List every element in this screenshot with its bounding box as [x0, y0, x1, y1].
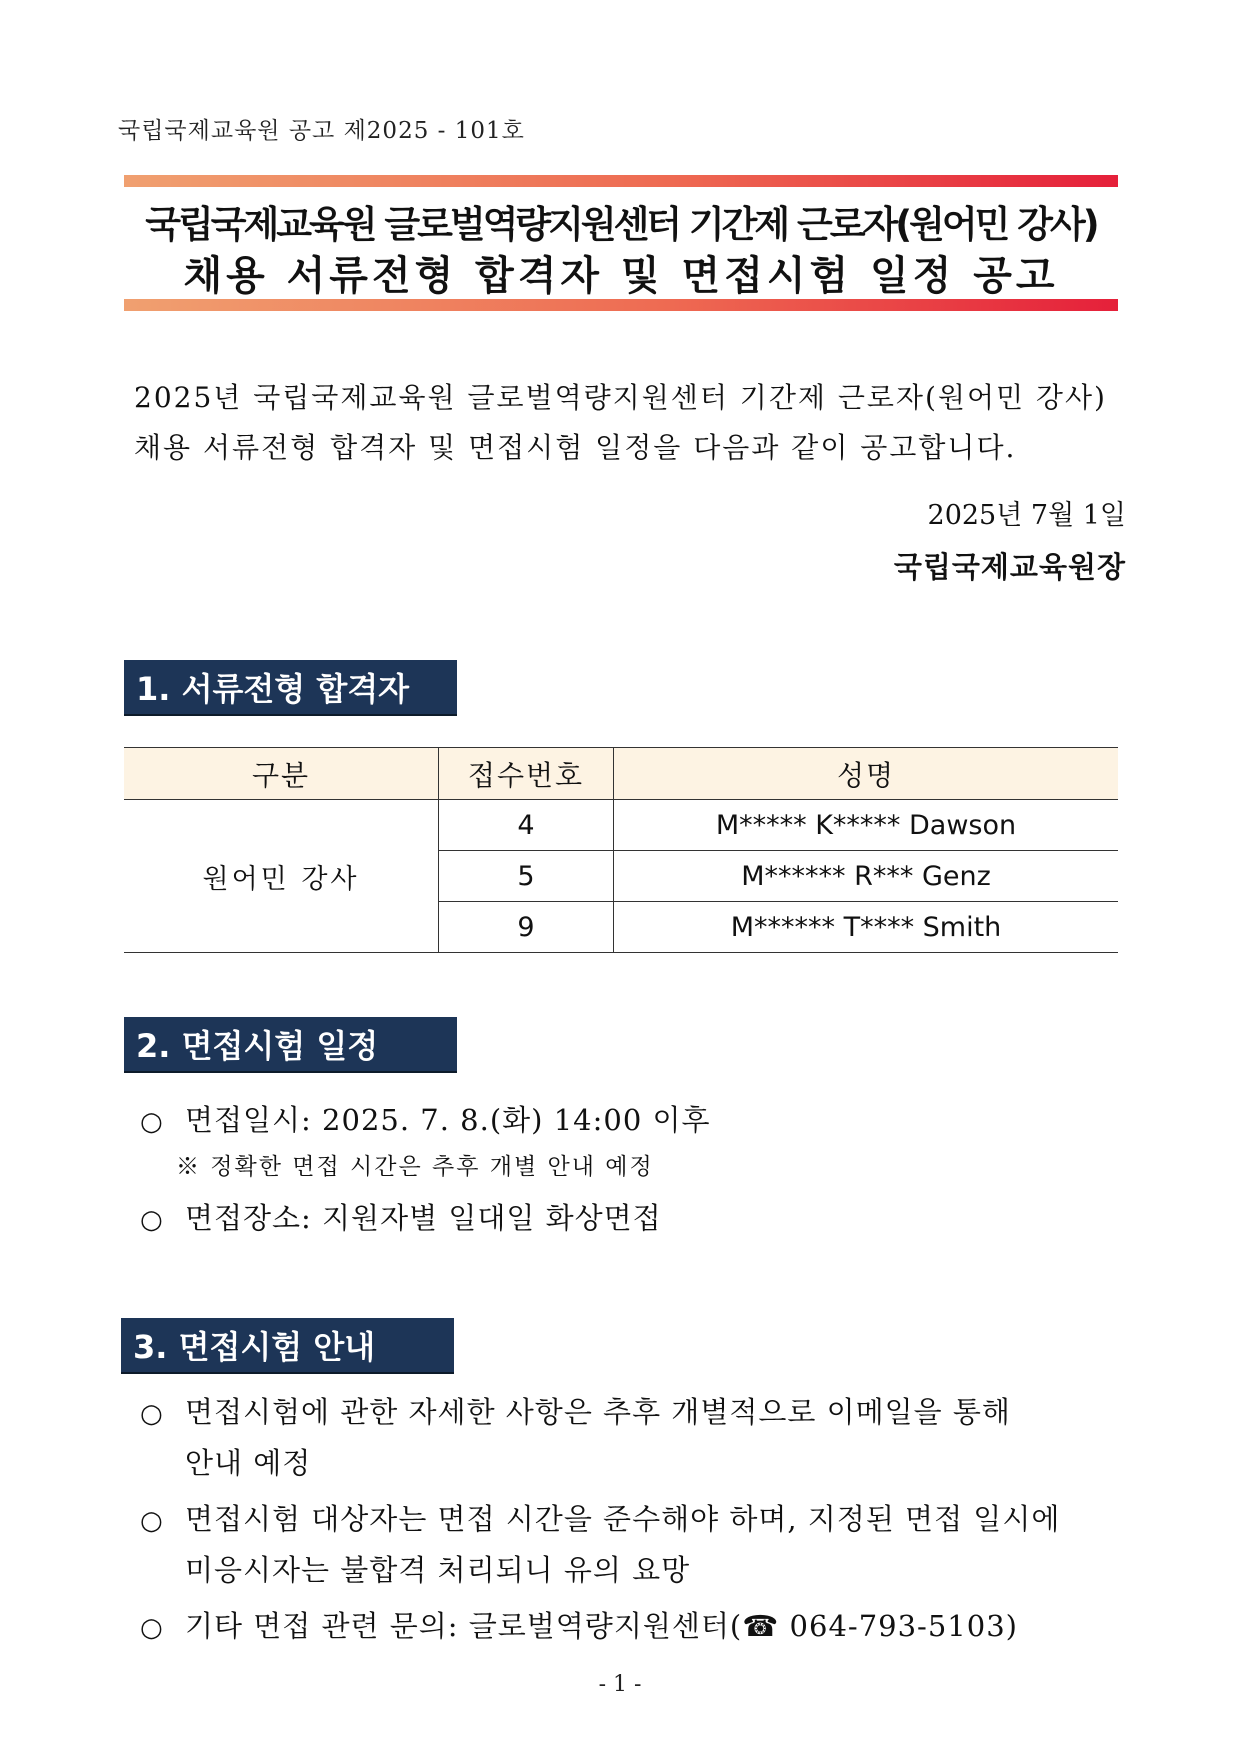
section2-heading: 2. 면접시험 일정 [124, 1017, 457, 1073]
number-cell: 9 [439, 902, 614, 953]
notice-number: 국립국제교육원 공고 제2025 - 101호 [118, 118, 525, 144]
name-cell: M****** R*** Genz [614, 851, 1119, 902]
bullet-circle-icon: ○ [140, 1205, 164, 1235]
intro-line2: 채용 서류전형 합격자 및 면접시험 일정을 다음과 같이 공고합니다. [134, 431, 1017, 464]
bullet-circle-icon: ○ [140, 1107, 164, 1137]
name-cell: M***** K***** Dawson [614, 800, 1119, 851]
contact-phone: 064-793-5103) [779, 1609, 1018, 1643]
interview-datetime-item [140, 1098, 1130, 1139]
column-header-number: 접수번호 [439, 748, 614, 800]
guide-item-1-line2: 안내 예정 [185, 1446, 312, 1480]
guide-item-1-line1: 면접시험에 관한 자세한 사항은 추후 개별적으로 이메일을 통해 [185, 1395, 1011, 1429]
notice-date: 2025년 7월 1일 [927, 500, 1126, 531]
table-header-row [124, 748, 1118, 800]
guide-item-2 [140, 1497, 1130, 1538]
number-cell: 4 [439, 800, 614, 851]
section3-heading: 3. 면접시험 안내 [121, 1318, 454, 1374]
interview-datetime: 면접일시: 2025. 7. 8.(화) 14:00 이후 [185, 1103, 711, 1137]
guide-item-1 [140, 1390, 1130, 1431]
section1-heading: 1. 서류전형 합격자 [124, 660, 457, 716]
page-title-line1: 국립국제교육원 글로벌역량지원센터 기간제 근로자(원어민 강사) [145, 203, 1097, 246]
issuer-name: 국립국제교육원장 [893, 550, 1126, 584]
intro-line1: 2025년 국립국제교육원 글로벌역량지원센터 기간제 근로자(원어민 강사) [134, 381, 1107, 414]
category-cell: 원어민 강사 [124, 800, 439, 953]
name-cell: M****** T**** Smith [614, 902, 1119, 953]
guide-item-2-line2: 미응시자는 불합격 처리되니 유의 요망 [185, 1553, 691, 1587]
bullet-circle-icon: ○ [140, 1506, 164, 1536]
phone-icon: ☎ [742, 1609, 780, 1643]
page-title-line2: 채용 서류전형 합격자 및 면접시험 일정 공고 [183, 253, 1059, 299]
number-cell: 5 [439, 851, 614, 902]
table-row [124, 800, 1118, 851]
interview-place: 면접장소: 지원자별 일대일 화상면접 [185, 1201, 662, 1235]
guide-item-3 [140, 1604, 1130, 1645]
bullet-circle-icon: ○ [140, 1613, 164, 1643]
title-bottom-bar [124, 299, 1118, 311]
guide-item-3-prefix: 기타 면접 관련 문의: 글로벌역량지원센터( [185, 1609, 743, 1643]
column-header-name: 성명 [614, 748, 1119, 800]
column-header-category: 구분 [124, 748, 439, 800]
applicant-table [124, 747, 1118, 953]
guide-item-2-line1: 면접시험 대상자는 면접 시간을 준수해야 하며, 지정된 면접 일시에 [185, 1502, 1061, 1536]
title-top-bar [124, 175, 1118, 187]
bullet-circle-icon: ○ [140, 1399, 164, 1429]
interview-place-item [140, 1196, 1130, 1237]
interview-time-note: ※ 정확한 면접 시간은 추후 개별 안내 예정 [176, 1154, 654, 1180]
page-number: - 1 - [598, 1672, 642, 1697]
